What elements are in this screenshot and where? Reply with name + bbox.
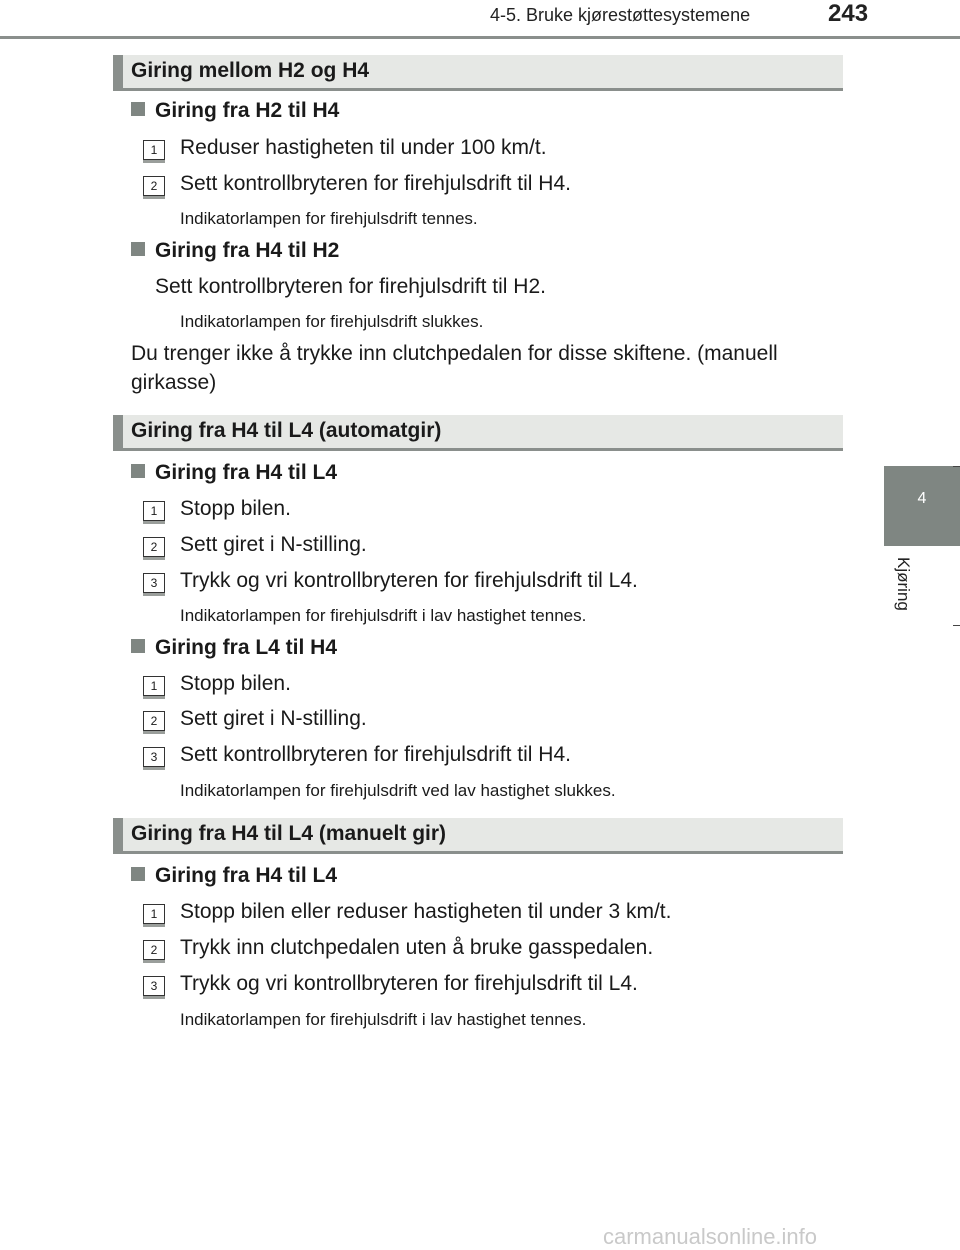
watermark: carmanualsonline.info [603, 1224, 818, 1249]
square-bullet-icon [131, 102, 145, 116]
paragraph-line: Du trenger ikke å trykke inn clutchpedalen for disse skiftene. (manuell [131, 342, 778, 365]
step-text: Reduser hastigheten til under 100 km/t. [180, 136, 547, 159]
margin-tick [953, 466, 960, 467]
subsection-heading: Giring fra H2 til H4 [131, 99, 339, 123]
step-number: 2 [143, 176, 165, 196]
step-number: 3 [143, 747, 165, 767]
section-header [113, 415, 843, 451]
page-number: 243 [828, 0, 869, 27]
indicator-note: Indikatorlampen for firehjulsdrift slukkes. [180, 312, 484, 331]
square-bullet-icon [131, 242, 145, 256]
header-divider [0, 36, 960, 39]
step-number: 2 [143, 537, 165, 557]
step-number: 1 [143, 501, 165, 521]
subsection-heading: Giring fra H4 til L4 [131, 864, 337, 888]
step-number: 3 [143, 976, 165, 996]
step-text: Stopp bilen. [180, 672, 291, 695]
step-text: Sett kontrollbryteren for firehjulsdrift til H4. [180, 172, 571, 195]
instruction-text: Sett kontrollbryteren for firehjulsdrift til H2. [155, 275, 546, 298]
step-text: Sett kontrollbryteren for firehjulsdrift til H4. [180, 743, 571, 766]
square-bullet-icon [131, 464, 145, 478]
section-title: Giring fra H4 til L4 (manuelt gir) [131, 822, 447, 845]
indicator-note: Indikatorlampen for firehjulsdrift i lav hastighet tennes. [180, 1010, 587, 1029]
indicator-note: Indikatorlampen for firehjulsdrift i lav hastighet tennes. [180, 606, 587, 625]
step-number: 2 [143, 940, 165, 960]
section-header [113, 55, 843, 91]
step-text: Trykk og vri kontrollbryteren for firehjulsdrift til L4. [180, 972, 638, 995]
step-number: 3 [143, 573, 165, 593]
paragraph-line: girkasse) [131, 371, 217, 394]
section-header [113, 818, 843, 854]
step-text: Sett giret i N-stilling. [180, 533, 367, 556]
section-title: Giring mellom H2 og H4 [131, 59, 370, 82]
indicator-note: Indikatorlampen for firehjulsdrift tennes. [180, 209, 478, 228]
subsection-heading: Giring fra H4 til L4 [131, 461, 337, 485]
step-number: 1 [143, 904, 165, 924]
step-text: Stopp bilen eller reduser hastigheten til under 3 km/t. [180, 900, 672, 923]
indicator-note: Indikatorlampen for firehjulsdrift ved lav hastighet slukkes. [180, 781, 616, 800]
step-number: 2 [143, 711, 165, 731]
subsection-heading: Giring fra H4 til H2 [131, 239, 339, 263]
chapter-tab [884, 466, 960, 546]
header-section-title: 4-5. Bruke kjørestøttesystemene [490, 5, 751, 25]
step-text: Trykk og vri kontrollbryteren for firehjulsdrift til L4. [180, 569, 638, 592]
square-bullet-icon [131, 867, 145, 881]
step-text: Stopp bilen. [180, 497, 291, 520]
step-text: Trykk inn clutchpedalen uten å bruke gasspedalen. [180, 936, 654, 959]
square-bullet-icon [131, 639, 145, 653]
chapter-number: 4 [917, 490, 927, 507]
step-number: 1 [143, 676, 165, 696]
step-text: Sett giret i N-stilling. [180, 707, 367, 730]
step-number: 1 [143, 140, 165, 160]
subsection-heading: Giring fra L4 til H4 [131, 636, 337, 660]
margin-tick [953, 625, 960, 626]
chapter-label: Kjøring [894, 557, 913, 611]
section-title: Giring fra H4 til L4 (automatgir) [131, 419, 442, 442]
